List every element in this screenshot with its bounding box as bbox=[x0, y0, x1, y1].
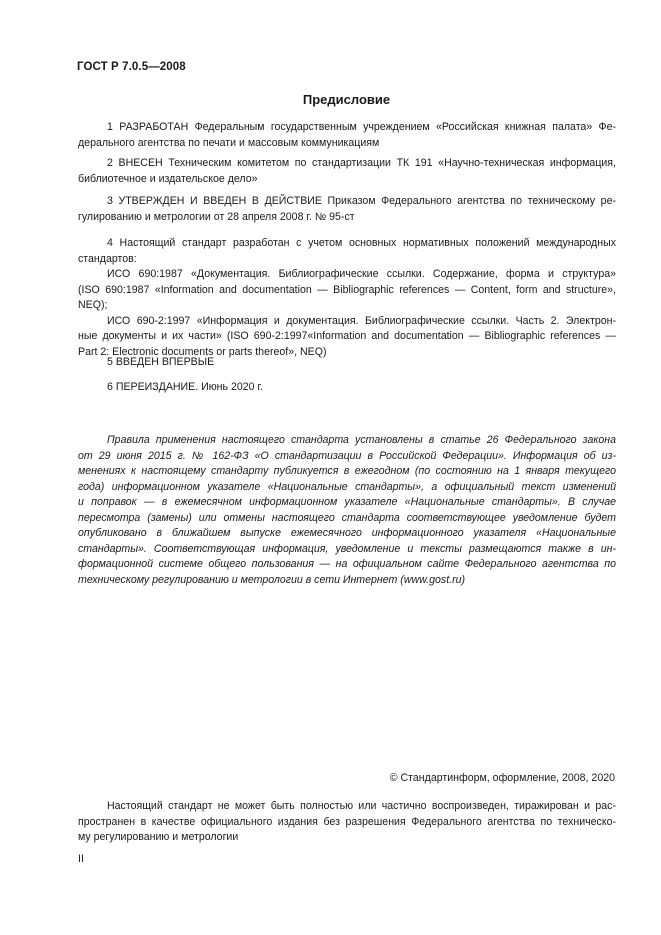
foreword-item-3-line-2: гулированию и метрологии от 28 апреля 2008 г. № 95-ст bbox=[78, 210, 355, 223]
foreword-item-1-line-2: дерального агентства по печати и массовым коммуникациям bbox=[78, 136, 380, 149]
foreword-item-6 bbox=[78, 380, 616, 396]
foreword-item-5 bbox=[78, 355, 616, 371]
foreword-item-2-line-2: библиотечное и издательское дело» bbox=[78, 172, 258, 185]
foreword-item-4 bbox=[78, 236, 616, 360]
reprint-line: му регулированию и метрологии bbox=[78, 831, 239, 843]
iso-690-2-ref-line-3: Part 2: Electronic documents or parts thereof», NEQ) bbox=[78, 345, 327, 358]
notice-line: менениях к настоящему стандарту публикуется в ежегодном (по состоянию на 1 января текущего bbox=[78, 465, 616, 477]
foreword-item-1 bbox=[78, 120, 616, 151]
iso-690-2-ref-line-2: ные документы и их части» (ISO 690-2:1997«Information and documentation — Bibliographic references — bbox=[78, 330, 616, 342]
foreword-item-2 bbox=[78, 156, 616, 187]
notice-line: года) информационном указателе «Национальные стандарты», а официальный текст изменений bbox=[78, 480, 616, 493]
foreword-item-1-line-1: 1 РАЗРАБОТАН Федеральным государственным учреждением «Российская книжная палата» Фе- bbox=[107, 121, 616, 133]
document-code: ГОСТ Р 7.0.5—2008 bbox=[77, 61, 186, 73]
foreword-item-4-line-1: 4 Настоящий стандарт разработан с учетом основных нормативных положений международных bbox=[107, 237, 616, 249]
iso-690-2-ref-line-1: ИСО 690-2:1997 «Информация и документация. Библиографические ссылки. Часть 2. Электрон- bbox=[107, 314, 616, 327]
reprint-line: пространен в качестве официального издания без разрешения Федерального агентства по техническо- bbox=[78, 815, 616, 828]
notice-line: и поправок — в ежемесячном информационном указателе «Национальные стандарты». В случае bbox=[78, 496, 616, 508]
foreword-item-3 bbox=[78, 194, 616, 225]
copyright-notice: © Стандартинформ, оформление, 2008, 2020 bbox=[389, 772, 615, 784]
page-number: II bbox=[78, 853, 84, 865]
foreword-item-6-text: 6 ПЕРЕИЗДАНИЕ. Июнь 2020 г. bbox=[107, 381, 264, 393]
page-title: Предисловие bbox=[302, 92, 391, 107]
notice-line: Правила применения настоящего стандарта установлены в статье 26 Федерального закона bbox=[107, 434, 616, 446]
reprint-line: Настоящий стандарт не может быть полностью или частично воспроизведен, тиражирован и рас- bbox=[107, 800, 616, 812]
foreword-item-5-text: 5 ВВЕДЕН ВПЕРВЫЕ bbox=[107, 356, 215, 368]
notice-line: стандарты». Соответствующая информация, уведомление и тексты размещаются также в ин- bbox=[78, 542, 616, 555]
iso-690-ref-line-3: NEQ); bbox=[78, 299, 108, 311]
notice-line: опубликовано в ближайшем выпуске ежемесячного информационного указателя «Национальные bbox=[78, 527, 616, 539]
foreword-item-2-line-1: 2 ВНЕСЕН Техническим комитетом по стандартизации ТК 191 «Научно-техническая информация, bbox=[107, 157, 616, 169]
iso-690-ref-line-1: ИСО 690:1987 «Документация. Библиографические ссылки. Содержание, форма и структура» bbox=[107, 268, 616, 280]
iso-690-ref-line-2: (ISO 690:1987 «Information and documentation — Bibliographic references — Content, form and structure», bbox=[78, 283, 616, 296]
notice-line: от 29 июня 2015 г. № 162-ФЗ «О стандартизации в Российской Федерации». Информация об из- bbox=[78, 449, 616, 462]
foreword-item-4-line-2: стандартов: bbox=[78, 252, 137, 265]
notice-line: пересмотра (замены) или отмены настоящего стандарта соответствующее уведомление будет bbox=[78, 511, 616, 524]
notice-line: формационной системе общего пользования — на официальном сайте Федерального агентства по bbox=[78, 558, 616, 570]
notice-line: техническому регулированию и метрологии в сети Интернет (www.gost.ru) bbox=[78, 573, 466, 586]
application-rules-notice bbox=[78, 433, 616, 588]
foreword-item-3-line-1: 3 УТВЕРЖДЕН И ВВЕДЕН В ДЕЙСТВИЕ Приказом Федерального агентства по техническому ре- bbox=[107, 195, 616, 207]
reprint-restriction bbox=[78, 799, 616, 846]
